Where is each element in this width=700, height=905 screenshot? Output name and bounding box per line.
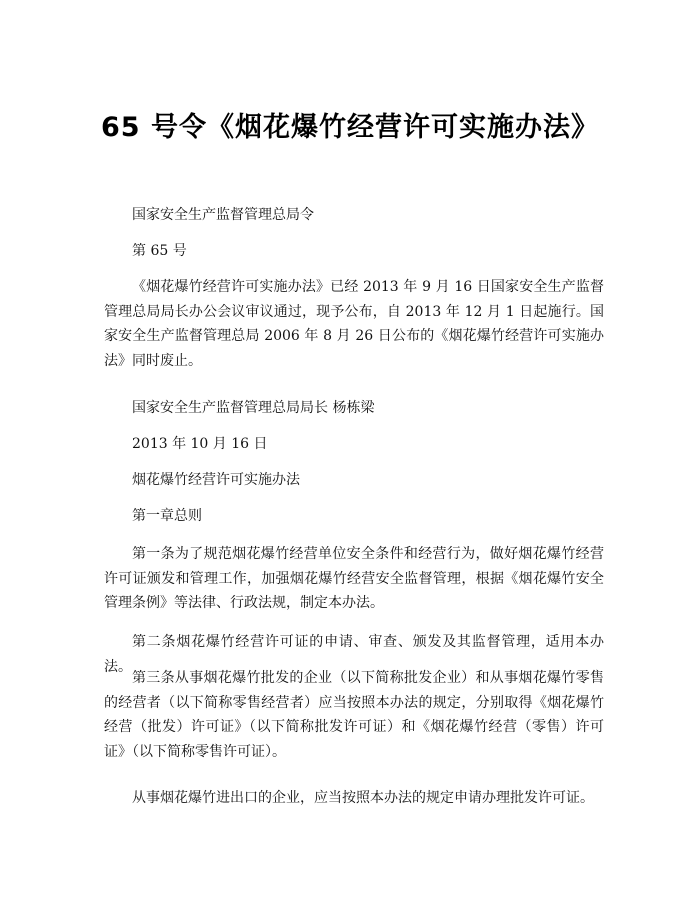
announcement-paragraph: 《烟花爆竹经营许可实施办法》已经 2013 年 9 月 16 日国家安全生产监督管理总局局长办公会议审议通过，现予公布，自 2013 年 12 月 1 日起施行。国家安全生产监督管理总局 2006 年 8 月 26 日公布的《烟花爆竹经营许可实施办法》同时废止。 [104, 279, 604, 369]
issuing-authority: 国家安全生产监督管理总局令 [132, 207, 314, 223]
document-title: 65 号令《烟花爆竹经营许可实施办法》 [101, 112, 599, 143]
signatory-line: 国家安全生产监督管理总局局长 杨栋梁 [132, 400, 375, 416]
order-number: 第 65 号 [132, 243, 187, 259]
signing-date: 2013 年 10 月 16 日 [132, 436, 268, 452]
article-3: 第三条从事烟花爆竹批发的企业（以下简称批发企业）和从事烟花爆竹零售的经营者（以下简称零售经营者）应当按照本办法的规定，分别取得《烟花爆竹经营（批发）许可证》（以下简称批发许可证）和《烟花爆竹经营（零售）许可证》（以下简称零售许可证）。 [104, 670, 604, 760]
article-3-supplement: 从事烟花爆竹进出口的企业，应当按照本办法的规定申请办理批发许可证。 [132, 790, 594, 806]
article-2: 第二条烟花爆竹经营许可证的申请、审查、颁发及其监督管理，适用本办法。 [104, 634, 604, 675]
measures-name: 烟花爆竹经营许可实施办法 [132, 472, 300, 488]
article-1: 第一条为了规范烟花爆竹经营单位安全条件和经营行为，做好烟花爆竹经营许可证颁发和管理工作，加强烟花爆竹经营安全监督管理，根据《烟花爆竹安全管理条例》等法律、行政法规，制定本办法。 [104, 546, 604, 611]
chapter-heading: 第一章总则 [132, 508, 202, 524]
